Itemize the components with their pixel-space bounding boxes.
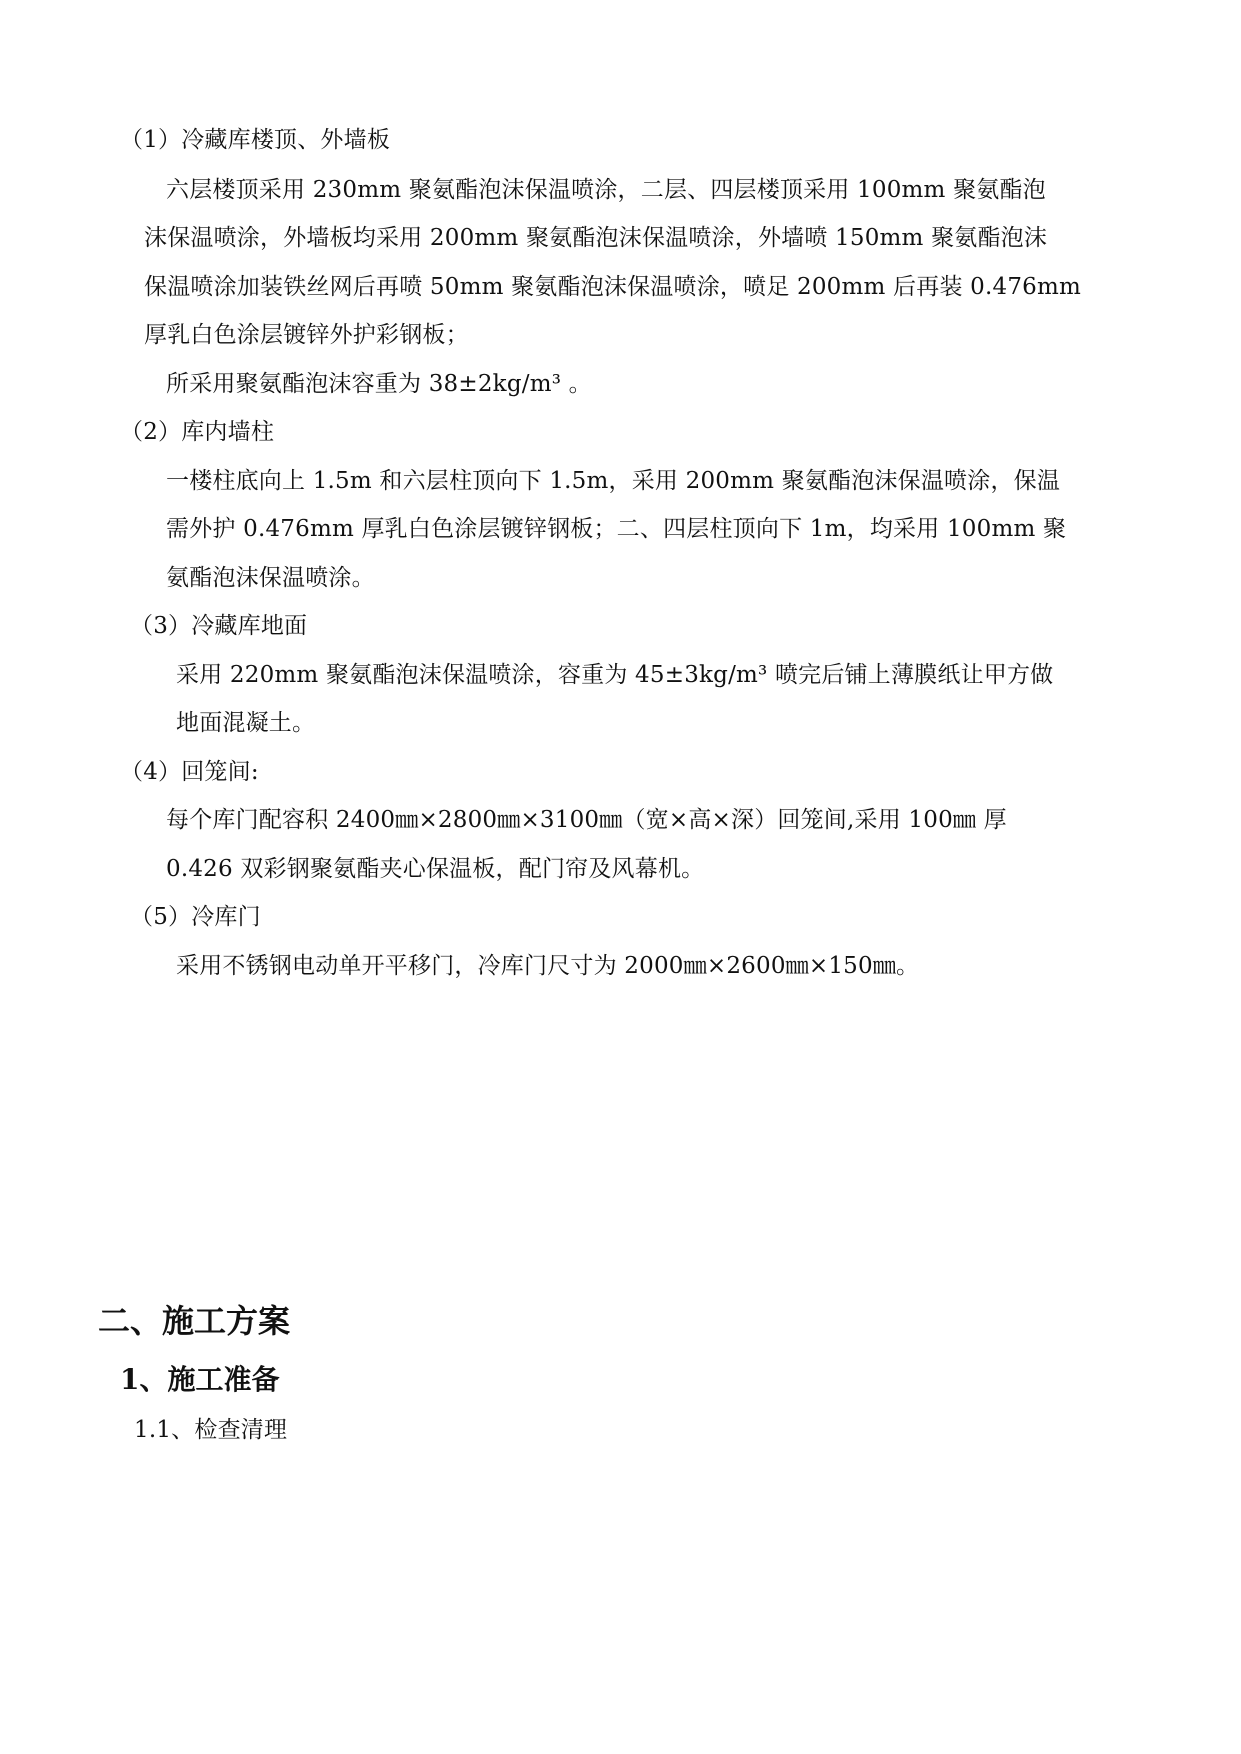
chapter-title: 二、施工方案 xyxy=(98,1302,291,1340)
section-1-line-4: 厚乳白色涂层镀锌外护彩钢板； xyxy=(144,322,469,348)
section-3-heading: （3）冷藏库地面 xyxy=(130,613,308,639)
section-2-line-1: 一楼柱底向上 1.5m 和六层柱顶向下 1.5m，采用 200mm 聚氨酯泡沫保温喷涂，保温 xyxy=(166,468,1061,494)
section-2-line-2: 需外护 0.476mm 厚乳白色涂层镀锌钢板；二、四层柱顶向下 1m，均采用 100mm 聚 xyxy=(166,516,1067,542)
section-4-line-2: 0.426 双彩钢聚氨酯夹心保温板，配门帘及风幕机。 xyxy=(166,856,705,882)
section-3-line-2: 地面混凝土。 xyxy=(176,710,316,736)
section-4-line-1: 每个库门配容积 2400㎜×2800㎜×3100㎜（宽×高×深）回笼间,采用 100㎜ 厚 xyxy=(166,807,1007,833)
section-5-heading: （5）冷库门 xyxy=(130,904,261,930)
section-5-line-1: 采用不锈钢电动单开平移门，冷库门尺寸为 2000㎜×2600㎜×150㎜。 xyxy=(176,953,920,979)
section-3-line-1: 采用 220mm 聚氨酯泡沫保温喷涂，容重为 45±3kg/m³ 喷完后铺上薄膜纸让甲方做 xyxy=(176,662,1054,688)
section-1-line-1: 六层楼顶采用 230mm 聚氨酯泡沫保温喷涂，二层、四层楼顶采用 100mm 聚氨酯泡 xyxy=(166,177,1046,203)
section-1-heading: （1）冷藏库楼顶、外墙板 xyxy=(120,127,391,153)
subsection-title: 1、施工准备 xyxy=(120,1363,280,1396)
section-2-heading: （2）库内墙柱 xyxy=(120,419,275,445)
section-2-line-3: 氨酯泡沫保温喷涂。 xyxy=(166,565,375,591)
section-1-line-3: 保温喷涂加装铁丝网后再喷 50mm 聚氨酯泡沫保温喷涂，喷足 200mm 后再装 0.476mm xyxy=(144,274,1082,300)
section-1-line-2: 沫保温喷涂，外墙板均采用 200mm 聚氨酯泡沫保温喷涂，外墙喷 150mm 聚氨酯泡沫 xyxy=(144,225,1048,251)
subsubsection-title: 1.1、检查清理 xyxy=(134,1417,288,1443)
section-4-heading: （4）回笼间: xyxy=(120,759,259,785)
section-1-line-5: 所采用聚氨酯泡沫容重为 38±2kg/m³ 。 xyxy=(166,371,592,397)
